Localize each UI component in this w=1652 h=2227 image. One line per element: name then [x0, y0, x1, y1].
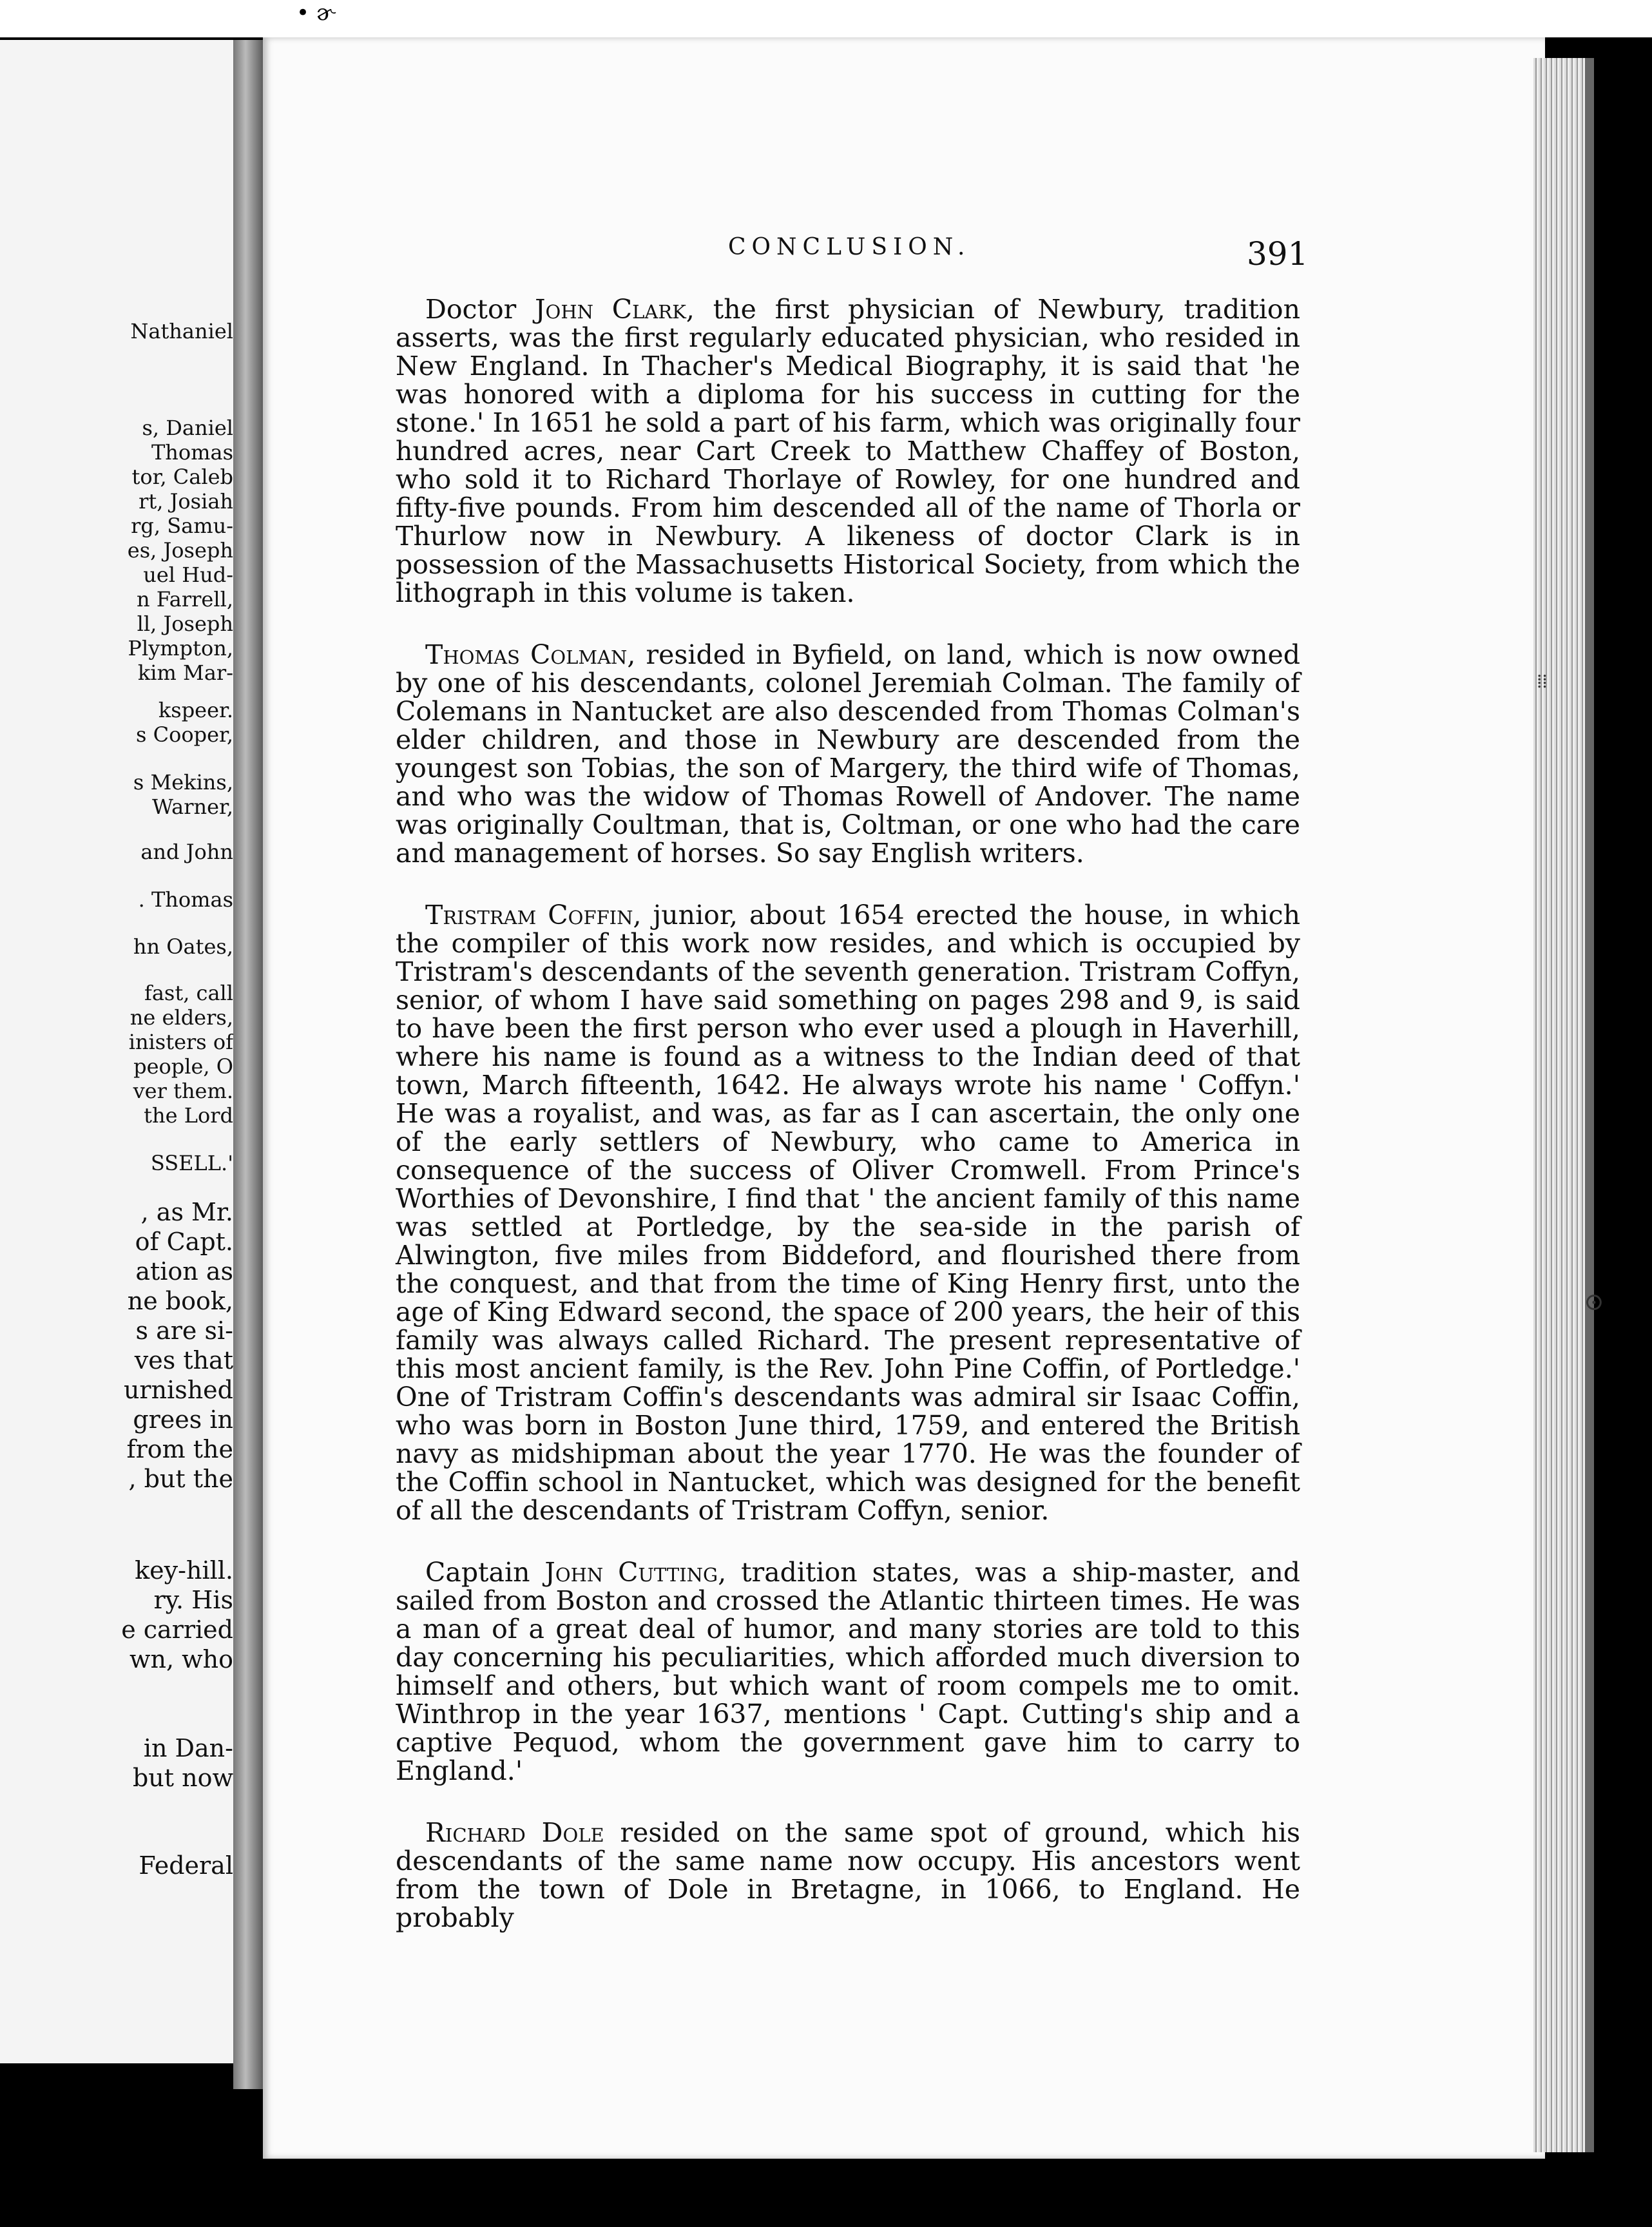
left-page-text-fragment: . Thomas: [138, 887, 233, 912]
left-page-text-fragment: inisters of: [128, 1030, 233, 1054]
paragraph-richard-dole: [396, 1818, 1300, 1932]
person-name: Richard Dole: [425, 1817, 604, 1848]
left-page-text-fragment: rg, Samu-: [131, 514, 233, 538]
left-page-text-fragment: es, Joseph: [127, 538, 233, 563]
left-page-text-fragment: , but the: [128, 1465, 233, 1493]
left-page-text-fragment: n Farrell,: [136, 587, 233, 612]
paragraph-john-cutting: [396, 1558, 1300, 1785]
left-page-text-fragment: ne book,: [127, 1287, 233, 1315]
paragraph-thomas-colman: [396, 641, 1300, 867]
paragraph-text: , resided in Byfield, on land, which is now owned by one of his descendants, colonel Jeremiah Colman. The family of Colemans in Nantucket are also descended from Thomas Colman's elder children, and those in Newbury are descended from the youngest son Tobias, the son of Margery, the third wife of Thomas, and who was the widow of Thomas Rowell of Andover. The name was originally Coultman, that is, Coltman, or one who had the care and management of horses. So say English writers.: [396, 639, 1300, 869]
paragraph-text: , junior, about 1654 erected the house, in which the compiler of this work now resides, and which is occupied by Tristram's descendants of the seventh generation. Tristram Coffyn, senior, of whom I have said something on pages 298 and 9, is said to have been the first person who ever used a plough in Haverhill, where his name is found as a witness to the Indian deed of that town, March fifteenth, 1642. He always wrote his name ' Coffyn.' He was a royalist, and was, as far as I can ascertain, the only one of the early settlers of Newbury, who came to America in consequence of the success of Oliver Cromwell. From Prince's Worthies of Devonshire, I find that ' the ancient family of this name was settled at Portledge, by the sea-side in the parish of Alwington, five miles from Biddeford, and flourished there from the conquest, and that from the time of King Henry first, unto the age of King Edward second, the space of 200 years, the heir of this family was always called Richard. The present representative of this most ancient family, is the Rev. John Pine Coffin, of Portledge.' One of Tristram Coffin's descendants was admiral sir Isaac Coffin, who was born in Boston June third, 1759, and entered the British navy as midshipman about the year 1770. He was the founder of the Coffin school in Nantucket, which was designed for the benefit of all the descendants of Tristram Coffyn, senior.: [396, 900, 1300, 1526]
left-page-text-fragment: ves that: [134, 1346, 233, 1374]
paragraph-text: , the first physician of Newbury, tradition asserts, was the first regularly educated physician, who resided in New England. In Thacher's Medical Biography, it is said that 'he was honored with a diploma for his success in cutting for the stone.' In 1651 he sold a part of his farm, which was originally four hundred acres, near Cart Creek to Matthew Chaffey of Boston, who sold it to Richard Thorlaye of Rowley, for one hundred and fifty-five pounds. From him descended all of the name of Thorla or Thurlow now in Newbury. A likeness of doctor Clark is in possession of the Massachusetts Historical Society, from which the lithograph in this volume is taken.: [396, 294, 1301, 608]
left-page-text-fragment: e carried: [121, 1615, 233, 1644]
left-page-text-fragment: ll, Joseph: [137, 612, 233, 636]
paragraph-text: resided on the same spot of ground, which his descendants of the same name now occupy. His ancestors went from the town of Dole in Bretagne, in 1066, to England. He probably: [396, 1817, 1300, 1933]
left-page-text-fragment: uel Hud-: [143, 563, 233, 587]
page-edges: [1533, 58, 1585, 2152]
paragraph-tristram-coffin: [396, 901, 1300, 1525]
person-name: Thomas Colman: [425, 639, 628, 670]
left-page-text-fragment: the Lord: [144, 1103, 233, 1128]
left-page-fragment: [0, 40, 237, 2063]
left-page-text-fragment: in Dan-: [143, 1734, 233, 1762]
left-page-text-fragment: of Capt.: [135, 1228, 233, 1256]
person-name: Tristram Coffin: [425, 900, 633, 930]
left-page-text-fragment: SSELL.': [150, 1151, 233, 1175]
left-page-text-fragment: wn, who: [129, 1645, 233, 1673]
margin-mark: ⊙: [1584, 1287, 1604, 1316]
margin-mark: ⁞⁞: [1537, 670, 1548, 693]
body-text: [396, 295, 1300, 1965]
left-page-text-fragment: kim Mar-: [137, 660, 233, 685]
left-page-text-fragment: fast, call: [144, 981, 233, 1005]
person-name: John Clark: [535, 294, 686, 325]
top-margin: [0, 0, 1652, 37]
left-page-text-fragment: ation as: [135, 1257, 233, 1286]
left-page-text-fragment: hn Oates,: [133, 934, 233, 959]
left-page-text-fragment: grees in: [133, 1405, 233, 1434]
left-page-text-fragment: ry. His: [153, 1586, 233, 1614]
left-page-text-fragment: Nathaniel: [130, 319, 233, 343]
left-page-text-fragment: Federal: [139, 1851, 233, 1880]
left-page-text-fragment: but now: [132, 1764, 233, 1792]
left-page-text-fragment: s Cooper,: [136, 722, 233, 747]
left-page-text-fragment: from the: [126, 1435, 233, 1463]
page-number: 391: [1247, 235, 1309, 273]
left-page-text-fragment: Plympton,: [128, 636, 233, 660]
left-page-text-fragment: ne elders,: [130, 1005, 233, 1030]
left-page-text-fragment: s Mekins,: [133, 770, 233, 795]
left-page-text-fragment: rt, Josiah: [139, 489, 233, 514]
paragraph-lead: Doctor: [425, 294, 535, 325]
left-page-text-fragment: Warner,: [152, 795, 233, 819]
left-page-text-fragment: , as Mr.: [140, 1198, 233, 1226]
person-name: John Cutting: [544, 1557, 718, 1588]
left-page-text-fragment: s are si-: [135, 1316, 233, 1345]
left-page-text-fragment: Thomas: [151, 440, 233, 465]
left-page-text-fragment: and John: [140, 840, 233, 864]
left-page-text-fragment: people, O: [133, 1054, 233, 1079]
scan-marks: • ɚ: [296, 0, 335, 26]
paragraph-text: , tradition states, was a ship-master, and sailed from Boston and crossed the Atlantic thirteen times. He was a man of a great deal of humor, and many stories are told to this day concerning his peculiarities, which afforded much diversion to himself and others, but which want of room compels me to omit. Winthrop in the year 1637, mentions ' Capt. Cutting's ship and a captive Pequod, whom the government gave him to carry to England.': [396, 1557, 1300, 1786]
paragraph-john-clark: [396, 295, 1300, 607]
left-page-text-fragment: ver them.: [133, 1079, 233, 1103]
left-page-text-fragment: tor, Caleb: [131, 465, 233, 489]
page-edges-shadow: [1585, 58, 1594, 2152]
paragraph-lead: Captain: [425, 1557, 545, 1588]
running-head: CONCLUSION.: [728, 234, 971, 260]
left-page-text-fragment: kspeer.: [158, 698, 233, 722]
left-page-text-fragment: urnished: [123, 1376, 233, 1404]
left-page-text-fragment: key-hill.: [135, 1556, 233, 1585]
left-page-text-fragment: s, Daniel: [142, 416, 233, 440]
book-gutter: [233, 40, 264, 2089]
